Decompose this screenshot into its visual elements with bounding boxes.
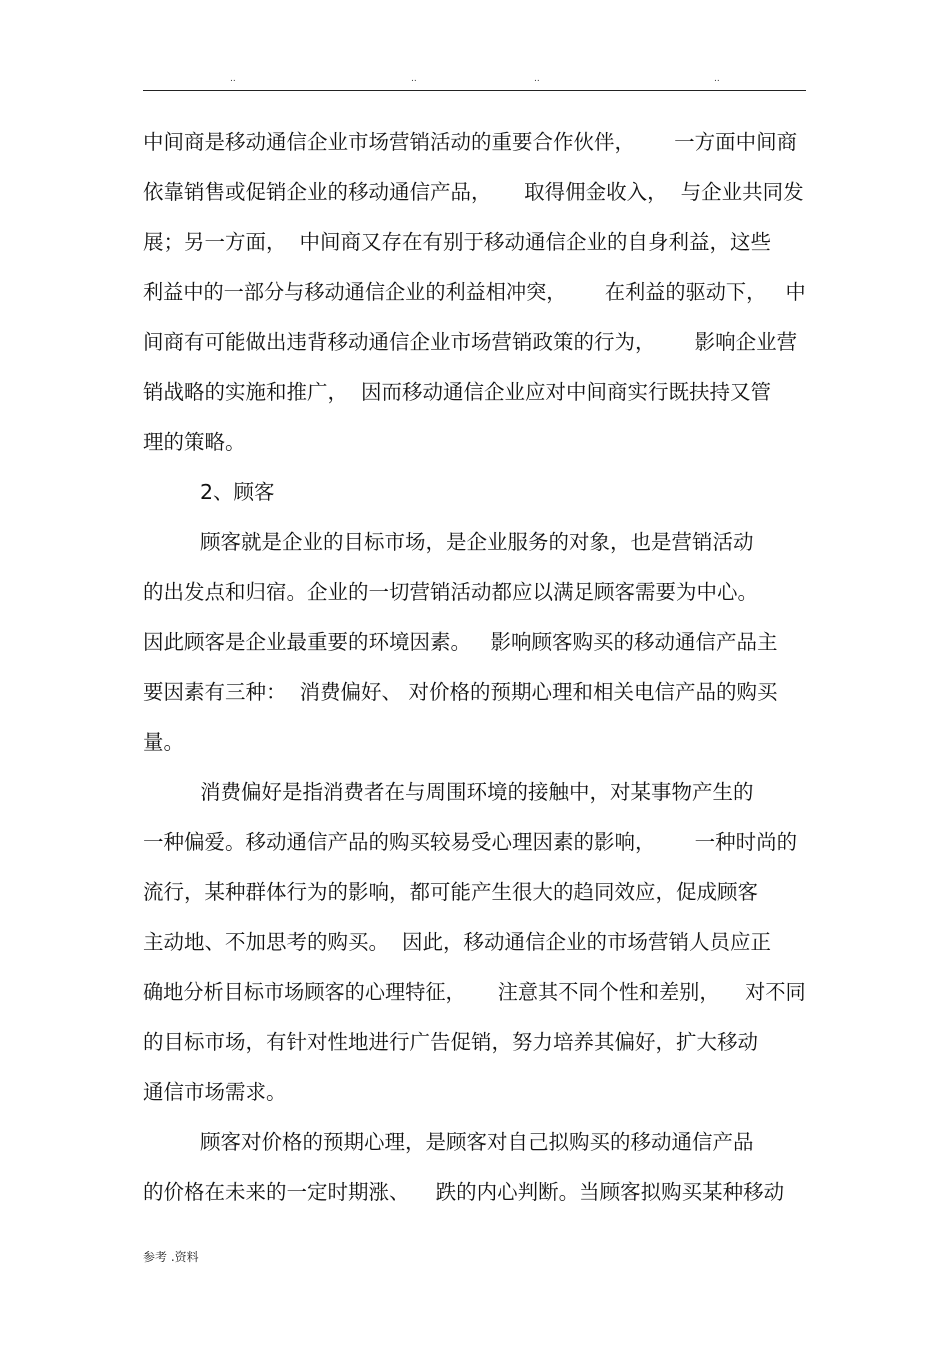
text-line: 因此顾客是企业最重要的环境因素。 影响顾客购买的移动通信产品主 (143, 630, 778, 654)
text-line: 的出发点和归宿。企业的一切营销活动都应以满足顾客需要为中心。 (143, 580, 758, 604)
header-divider (143, 90, 806, 91)
text-line: 流行，某种群体行为的影响，都可能产生很大的趋同效应，促成顾客 (143, 880, 758, 904)
text-line: 主动地、不加思考的购买。 因此，移动通信企业的市场营销人员应正 (143, 930, 772, 954)
text-line: 销战略的实施和推广， 因而移动通信企业应对中间商实行既扶持又管 (143, 380, 772, 404)
text-line: 一种偏爱。移动通信产品的购买较易受心理因素的影响， 一种时尚的 (143, 830, 798, 854)
text-line: 展；另一方面， 中间商又存在有别于移动通信企业的自身利益，这些 (143, 230, 772, 254)
text-line: 的目标市场，有针对性地进行广告促销，努力培养其偏好，扩大移动 (143, 1030, 758, 1054)
text-line: 量。 (143, 730, 184, 754)
header-mark: .. (230, 74, 236, 84)
header-mark: .. (411, 74, 417, 84)
text-line: 顾客对价格的预期心理，是顾客对自己拟购买的移动通信产品 (200, 1130, 754, 1154)
header-mark: .. (534, 74, 540, 84)
text-line: 利益中的一部分与移动通信企业的利益相冲突， 在利益的驱动下， 中 (143, 280, 806, 304)
text-line: 依靠销售或促销企业的移动通信产品， 取得佣金收入， 与企业共同发 (143, 180, 804, 204)
page-footer: 参考 .资料 (143, 1250, 199, 1264)
text-line: 通信市场需求。 (143, 1080, 287, 1104)
text-line: 理的策略。 (143, 430, 246, 454)
text-line: 的价格在未来的一定时期涨、 跌的内心判断。当顾客拟购买某种移动 (143, 1180, 785, 1204)
text-line: 顾客就是企业的目标市场，是企业服务的对象，也是营销活动 (200, 530, 754, 554)
header-marks (0, 74, 950, 88)
text-line: 消费偏好是指消费者在与周围环境的接触中，对某事物产生的 (200, 780, 754, 804)
section-heading: 2、顾客 (200, 480, 275, 504)
text-line: 要因素有三种： 消费偏好、 对价格的预期心理和相关电信产品的购买 (143, 680, 778, 704)
header-mark: .. (714, 74, 720, 84)
text-line: 间商有可能做出违背移动通信企业市场营销政策的行为， 影响企业营 (143, 330, 798, 354)
text-line: 确地分析目标市场顾客的心理特征， 注意其不同个性和差别， 对不同 (143, 980, 806, 1004)
text-line: 中间商是移动通信企业市场营销活动的重要合作伙伴， 一方面中间商 (143, 130, 798, 154)
